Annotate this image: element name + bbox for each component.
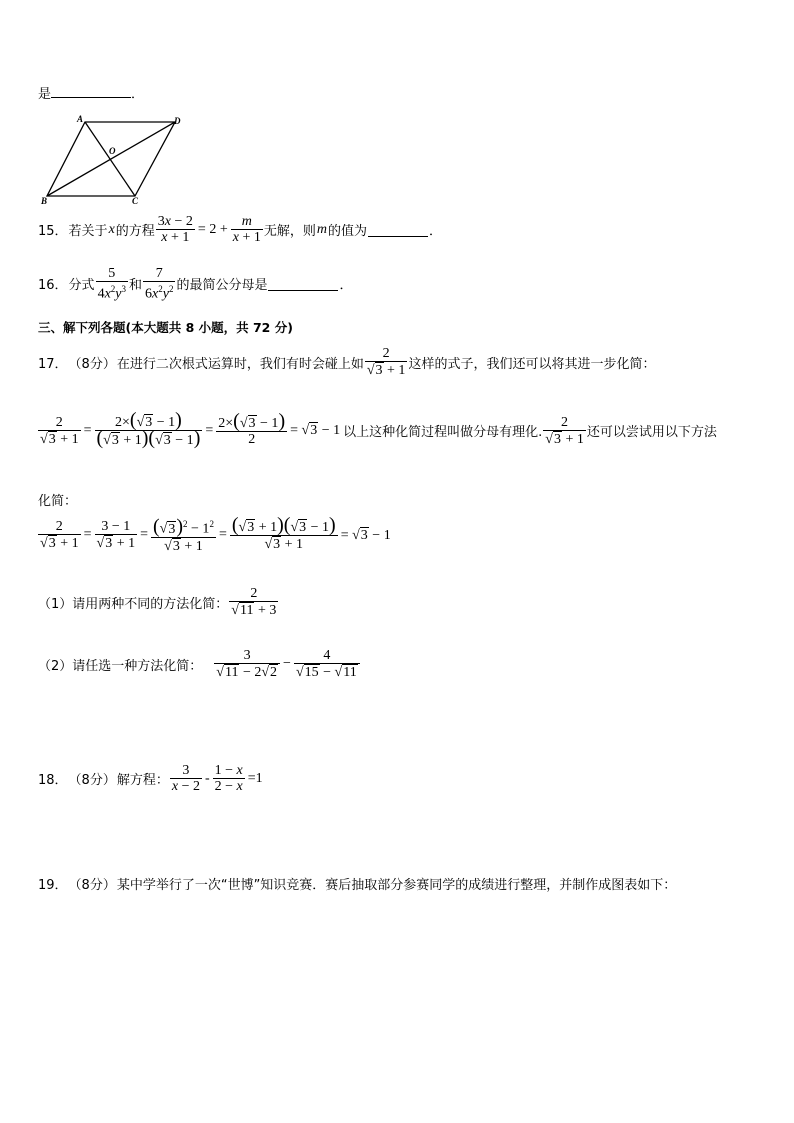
- q17-sub-text: （2）请任选一种方法化简：: [38, 658, 203, 674]
- q17-text: 以上这种化简过程叫做分母有理化.: [343, 425, 543, 440]
- q15-line: 15． 若关于 x 的方程 $\frac{3x - 2}{x + 1}$ = 2 + $\frac{m}{x + 1}$ 无解，则 m 的值为 ．: [38, 214, 443, 245]
- q16-text: 分式: [68, 278, 95, 294]
- q19-line: [38, 874, 677, 893]
- q17-sub-text: （1）请用两种不同的方法化简：: [38, 596, 229, 612]
- fraction: $\frac{m}{x + 1}$: [232, 214, 261, 245]
- q17-sub1: [38, 586, 279, 618]
- q17-text: 这样的式子，我们还可以将其进一步化简：: [408, 356, 656, 372]
- q17-text: 还可以尝试用以下方法: [586, 425, 717, 440]
- fraction: $\frac{2\times(√3 - 1)}{(√3 + 1)(√3 - 1)}$: [96, 409, 201, 449]
- q15-text: 的值为: [327, 224, 367, 239]
- answer-blank: [368, 222, 428, 237]
- fraction: $\frac{4}{√15 - √11}$: [294, 648, 360, 680]
- points: （8分）: [68, 356, 116, 372]
- question-number: 16．: [38, 278, 68, 294]
- var-x: x: [108, 221, 115, 237]
- q15-text: 若关于: [68, 224, 108, 239]
- points: （8分）: [68, 773, 116, 788]
- question-number: 18．: [38, 773, 68, 788]
- fraction: $\frac{2}{√3 + 1}$: [40, 519, 79, 552]
- q18-line: 18． （8分） 解方程： $\frac{3}{x - 2}$ - $\frac{1 - x}{2 - x}$ =1: [38, 763, 263, 794]
- fraction: $\frac{2}{√3 + 1}$: [366, 346, 406, 378]
- label-o: O: [109, 146, 116, 156]
- q15-text: 无解，则: [263, 224, 316, 239]
- q16-text: 和: [129, 278, 143, 294]
- q17-continue: 化简：: [38, 494, 78, 509]
- q16-line: [38, 266, 353, 302]
- q14-line: [38, 83, 144, 102]
- fraction: $\frac{5}{4x^2y^3}$: [97, 266, 126, 302]
- q16-text: 的最简公分母是: [176, 278, 268, 294]
- fraction: $\frac{3x - 2}{x + 1}$: [157, 214, 193, 245]
- answer-blank: [51, 97, 131, 98]
- q15-text: 的方程: [115, 224, 155, 239]
- section-title: 三、解下列各题(本大题共 8 小题，共 72 分): [38, 320, 293, 335]
- q17-text: 在进行二次根式运算时，我们有时会碰上如: [116, 356, 364, 372]
- q14-suffix: ．: [131, 87, 145, 102]
- q17-formula-1: $\frac{2}{√3 + 1}$ = $\frac{2\times(√3 - 1)}{(√3 + 1)(√3 - 1)}$ = $\frac{2\times(√3 - 1)}{2}$ = √3 − 1 以上这种化简过程叫做分母有理化. $\frac{2}{√3 + 1}$ 还可以尝试用以下方法: [40, 409, 717, 449]
- q14-prefix: 是: [38, 87, 52, 102]
- fraction: $\frac{(√3 + 1)(√3 - 1)}{√3 + 1}$: [231, 514, 336, 553]
- answer-blank: [268, 276, 338, 291]
- q18-text: 解方程：: [116, 773, 169, 788]
- fraction: $\frac{2}{√3 + 1}$: [545, 414, 584, 447]
- q17-formula-2: $\frac{2}{√3 + 1}$ = $\frac{3 - 1}{√3 + 1}$ = $\frac{(√3)^2 - 1^2}{√3 + 1}$ = $\frac{(√3 + 1)(√3 - 1)}{√3 + 1}$ = √3 − 1: [40, 514, 391, 554]
- fraction: $\frac{3}{x - 2}$: [171, 763, 200, 794]
- label-a: A: [77, 114, 84, 124]
- label-b: B: [41, 196, 48, 206]
- fraction: $\frac{7}{6x^2y^2}$: [145, 266, 174, 302]
- label-c: C: [132, 196, 139, 206]
- fraction: $\frac{2}{√11 + 3}$: [231, 586, 277, 618]
- var-m: m: [316, 221, 327, 237]
- fraction: $\frac{2}{√3 + 1}$: [40, 414, 79, 447]
- fraction: $\frac{3 - 1}{√3 + 1}$: [96, 519, 136, 552]
- q19-text: 某中学举行了一次“世博”知识竞赛．赛后抽取部分参赛同学的成绩进行整理，并制作成图表如下：: [116, 878, 677, 893]
- parallelogram-figure: [38, 112, 198, 206]
- q16-suffix: ．: [339, 278, 353, 294]
- fraction: $\frac{1 - x}{2 - x}$: [214, 763, 243, 794]
- question-number: 17．: [38, 356, 68, 372]
- fraction: $\frac{3}{√11 - 2√2}$: [214, 648, 280, 680]
- label-d: D: [174, 116, 181, 126]
- question-number: 19．: [38, 878, 68, 893]
- q15-suffix: ．: [429, 224, 443, 239]
- points: （8分）: [68, 878, 116, 893]
- q17-intro: [38, 346, 656, 378]
- q17-sub2: （2）请任选一种方法化简： $\frac{3}{√11 - 2√2}$ − $\frac{4}{√15 - √11}$: [38, 648, 361, 680]
- question-number: 15．: [38, 224, 68, 239]
- fraction: $\frac{2\times(√3 - 1)}{2}$: [218, 410, 286, 447]
- fraction: $\frac{(√3)^2 - 1^2}{√3 + 1}$: [153, 515, 214, 554]
